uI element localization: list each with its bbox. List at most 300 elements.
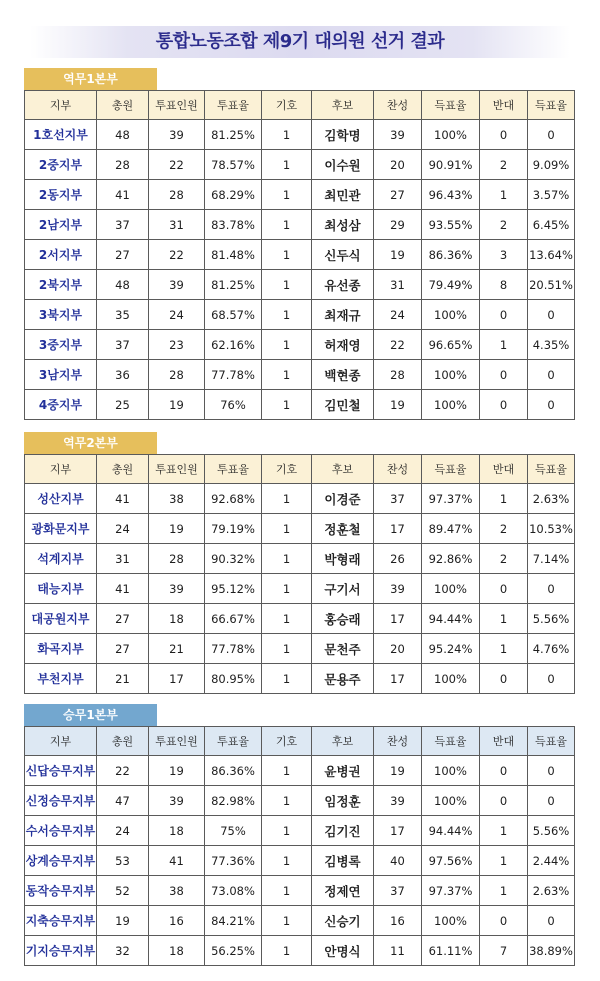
candidate-cell: 김학명 <box>312 120 374 150</box>
no-cell: 7 <box>480 936 528 966</box>
candidate-cell: 최민관 <box>312 180 374 210</box>
yes-cell: 11 <box>374 936 422 966</box>
column-header: 지부 <box>25 727 97 756</box>
no-cell: 0 <box>480 120 528 150</box>
candidate-cell: 안명식 <box>312 936 374 966</box>
table-row <box>25 240 575 270</box>
yes-rate-cell: 93.55% <box>422 210 480 240</box>
voters-cell: 19 <box>149 390 205 420</box>
branch-cell: 상계승무지부 <box>25 846 97 876</box>
branch-cell: 화곡지부 <box>25 634 97 664</box>
no-rate-cell: 2.63% <box>528 876 575 906</box>
branch-cell: 1호선지부 <box>25 120 97 150</box>
no-cell: 2 <box>480 514 528 544</box>
no-cell: 1 <box>480 604 528 634</box>
column-header: 기호 <box>262 91 312 120</box>
column-header: 후보 <box>312 727 374 756</box>
candidate-cell: 김민철 <box>312 390 374 420</box>
total-cell: 41 <box>97 484 149 514</box>
turnout-cell: 86.36% <box>205 756 262 786</box>
no-cell: 8 <box>480 270 528 300</box>
number-cell: 1 <box>262 484 312 514</box>
no-cell: 2 <box>480 210 528 240</box>
no-rate-cell: 0 <box>528 300 575 330</box>
no-cell: 0 <box>480 390 528 420</box>
table-row <box>25 906 575 936</box>
total-cell: 37 <box>97 330 149 360</box>
total-cell: 36 <box>97 360 149 390</box>
total-cell: 27 <box>97 604 149 634</box>
branch-cell: 3중지부 <box>25 330 97 360</box>
table-row <box>25 664 575 694</box>
total-cell: 48 <box>97 270 149 300</box>
number-cell: 1 <box>262 876 312 906</box>
table-row <box>25 604 575 634</box>
branch-cell: 신정승무지부 <box>25 786 97 816</box>
yes-cell: 31 <box>374 270 422 300</box>
table-row <box>25 390 575 420</box>
no-cell: 1 <box>480 330 528 360</box>
column-header: 찬성 <box>374 727 422 756</box>
voters-cell: 18 <box>149 604 205 634</box>
total-cell: 32 <box>97 936 149 966</box>
branch-cell: 부천지부 <box>25 664 97 694</box>
yes-cell: 19 <box>374 240 422 270</box>
branch-cell: 2서지부 <box>25 240 97 270</box>
column-header: 득표율 <box>528 455 575 484</box>
branch-cell: 2북지부 <box>25 270 97 300</box>
voters-cell: 18 <box>149 816 205 846</box>
voters-cell: 31 <box>149 210 205 240</box>
candidate-cell: 윤병권 <box>312 756 374 786</box>
column-header: 투표인원 <box>149 91 205 120</box>
no-rate-cell: 7.14% <box>528 544 575 574</box>
candidate-cell: 구기서 <box>312 574 374 604</box>
branch-cell: 동작승무지부 <box>25 876 97 906</box>
turnout-cell: 77.78% <box>205 360 262 390</box>
number-cell: 1 <box>262 604 312 634</box>
no-rate-cell: 2.44% <box>528 846 575 876</box>
yes-cell: 26 <box>374 544 422 574</box>
turnout-cell: 77.78% <box>205 634 262 664</box>
voters-cell: 39 <box>149 786 205 816</box>
table-row <box>25 300 575 330</box>
yes-rate-cell: 100% <box>422 574 480 604</box>
candidate-cell: 신두식 <box>312 240 374 270</box>
voters-cell: 41 <box>149 846 205 876</box>
header-row <box>25 91 575 120</box>
number-cell: 1 <box>262 150 312 180</box>
candidate-cell: 신승기 <box>312 906 374 936</box>
yes-cell: 22 <box>374 330 422 360</box>
column-header: 찬성 <box>374 455 422 484</box>
voters-cell: 19 <box>149 514 205 544</box>
voters-cell: 28 <box>149 360 205 390</box>
turnout-cell: 83.78% <box>205 210 262 240</box>
turnout-cell: 82.98% <box>205 786 262 816</box>
table-row <box>25 846 575 876</box>
voters-cell: 39 <box>149 120 205 150</box>
no-cell: 1 <box>480 816 528 846</box>
yes-rate-cell: 100% <box>422 664 480 694</box>
number-cell: 1 <box>262 360 312 390</box>
table-row <box>25 876 575 906</box>
no-rate-cell: 0 <box>528 664 575 694</box>
column-header: 반대 <box>480 91 528 120</box>
no-rate-cell: 4.76% <box>528 634 575 664</box>
candidate-cell: 백현종 <box>312 360 374 390</box>
yes-cell: 27 <box>374 180 422 210</box>
candidate-cell: 김병록 <box>312 846 374 876</box>
no-cell: 2 <box>480 544 528 574</box>
voters-cell: 17 <box>149 664 205 694</box>
voters-cell: 23 <box>149 330 205 360</box>
section-label: 승무1본부 <box>24 704 157 726</box>
column-header: 득표율 <box>528 91 575 120</box>
no-rate-cell: 5.56% <box>528 604 575 634</box>
total-cell: 28 <box>97 150 149 180</box>
no-cell: 0 <box>480 906 528 936</box>
header-row <box>25 727 575 756</box>
table-row <box>25 634 575 664</box>
no-cell: 1 <box>480 876 528 906</box>
column-header: 총원 <box>97 91 149 120</box>
total-cell: 52 <box>97 876 149 906</box>
title-banner <box>30 26 570 58</box>
no-rate-cell: 0 <box>528 906 575 936</box>
branch-cell: 신답승무지부 <box>25 756 97 786</box>
yes-cell: 17 <box>374 604 422 634</box>
yes-rate-cell: 96.43% <box>422 180 480 210</box>
yes-rate-cell: 100% <box>422 300 480 330</box>
candidate-cell: 문용주 <box>312 664 374 694</box>
column-header: 득표율 <box>422 455 480 484</box>
no-rate-cell: 10.53% <box>528 514 575 544</box>
total-cell: 25 <box>97 390 149 420</box>
total-cell: 22 <box>97 756 149 786</box>
yes-rate-cell: 95.24% <box>422 634 480 664</box>
section-label: 역무1본부 <box>24 68 157 90</box>
yes-cell: 28 <box>374 360 422 390</box>
voters-cell: 16 <box>149 906 205 936</box>
no-rate-cell: 0 <box>528 786 575 816</box>
voters-cell: 28 <box>149 544 205 574</box>
yes-rate-cell: 89.47% <box>422 514 480 544</box>
turnout-cell: 73.08% <box>205 876 262 906</box>
total-cell: 41 <box>97 180 149 210</box>
no-cell: 0 <box>480 786 528 816</box>
column-header: 지부 <box>25 455 97 484</box>
table-row <box>25 270 575 300</box>
yes-cell: 19 <box>374 390 422 420</box>
number-cell: 1 <box>262 390 312 420</box>
no-rate-cell: 3.57% <box>528 180 575 210</box>
candidate-cell: 최재규 <box>312 300 374 330</box>
yes-cell: 17 <box>374 514 422 544</box>
results-table <box>24 726 575 966</box>
branch-cell: 2남지부 <box>25 210 97 240</box>
turnout-cell: 68.57% <box>205 300 262 330</box>
no-cell: 0 <box>480 300 528 330</box>
yes-cell: 16 <box>374 906 422 936</box>
branch-cell: 기지승무지부 <box>25 936 97 966</box>
no-rate-cell: 5.56% <box>528 816 575 846</box>
candidate-cell: 유선종 <box>312 270 374 300</box>
candidate-cell: 정훈철 <box>312 514 374 544</box>
yes-cell: 37 <box>374 484 422 514</box>
no-rate-cell: 9.09% <box>528 150 575 180</box>
yes-rate-cell: 100% <box>422 786 480 816</box>
yes-rate-cell: 92.86% <box>422 544 480 574</box>
number-cell: 1 <box>262 574 312 604</box>
section-yeokmu2 <box>24 432 574 694</box>
column-header: 기호 <box>262 727 312 756</box>
column-header: 득표율 <box>528 727 575 756</box>
turnout-cell: 68.29% <box>205 180 262 210</box>
yes-rate-cell: 97.37% <box>422 876 480 906</box>
table-row <box>25 150 575 180</box>
column-header: 총원 <box>97 455 149 484</box>
yes-rate-cell: 100% <box>422 756 480 786</box>
voters-cell: 21 <box>149 634 205 664</box>
column-header: 후보 <box>312 91 374 120</box>
number-cell: 1 <box>262 634 312 664</box>
no-cell: 0 <box>480 756 528 786</box>
branch-cell: 2중지부 <box>25 150 97 180</box>
turnout-cell: 81.25% <box>205 270 262 300</box>
total-cell: 35 <box>97 300 149 330</box>
number-cell: 1 <box>262 240 312 270</box>
no-cell: 0 <box>480 664 528 694</box>
table-row <box>25 330 575 360</box>
turnout-cell: 75% <box>205 816 262 846</box>
yes-rate-cell: 90.91% <box>422 150 480 180</box>
no-rate-cell: 4.35% <box>528 330 575 360</box>
voters-cell: 38 <box>149 876 205 906</box>
total-cell: 41 <box>97 574 149 604</box>
voters-cell: 28 <box>149 180 205 210</box>
no-rate-cell: 0 <box>528 390 575 420</box>
no-rate-cell: 0 <box>528 756 575 786</box>
table-row <box>25 936 575 966</box>
column-header: 기호 <box>262 455 312 484</box>
yes-cell: 39 <box>374 120 422 150</box>
yes-rate-cell: 97.37% <box>422 484 480 514</box>
table-row <box>25 816 575 846</box>
no-rate-cell: 13.64% <box>528 240 575 270</box>
turnout-cell: 66.67% <box>205 604 262 634</box>
column-header: 투표율 <box>205 455 262 484</box>
column-header: 반대 <box>480 727 528 756</box>
turnout-cell: 90.32% <box>205 544 262 574</box>
no-cell: 1 <box>480 180 528 210</box>
no-rate-cell: 2.63% <box>528 484 575 514</box>
number-cell: 1 <box>262 300 312 330</box>
turnout-cell: 76% <box>205 390 262 420</box>
table-row <box>25 360 575 390</box>
yes-cell: 17 <box>374 664 422 694</box>
total-cell: 21 <box>97 664 149 694</box>
yes-rate-cell: 94.44% <box>422 604 480 634</box>
column-header: 총원 <box>97 727 149 756</box>
yes-rate-cell: 79.49% <box>422 270 480 300</box>
column-header: 후보 <box>312 455 374 484</box>
table-row <box>25 574 575 604</box>
candidate-cell: 김기진 <box>312 816 374 846</box>
turnout-cell: 56.25% <box>205 936 262 966</box>
yes-cell: 19 <box>374 756 422 786</box>
table-row <box>25 210 575 240</box>
candidate-cell: 임정훈 <box>312 786 374 816</box>
yes-cell: 39 <box>374 786 422 816</box>
branch-cell: 지축승무지부 <box>25 906 97 936</box>
number-cell: 1 <box>262 270 312 300</box>
yes-cell: 17 <box>374 816 422 846</box>
branch-cell: 수서승무지부 <box>25 816 97 846</box>
branch-cell: 3남지부 <box>25 360 97 390</box>
total-cell: 24 <box>97 514 149 544</box>
branch-cell: 대공원지부 <box>25 604 97 634</box>
candidate-cell: 문천주 <box>312 634 374 664</box>
voters-cell: 18 <box>149 936 205 966</box>
number-cell: 1 <box>262 786 312 816</box>
voters-cell: 19 <box>149 756 205 786</box>
voters-cell: 22 <box>149 150 205 180</box>
branch-cell: 성산지부 <box>25 484 97 514</box>
yes-rate-cell: 97.56% <box>422 846 480 876</box>
number-cell: 1 <box>262 756 312 786</box>
yes-cell: 20 <box>374 150 422 180</box>
no-rate-cell: 0 <box>528 360 575 390</box>
number-cell: 1 <box>262 330 312 360</box>
yes-rate-cell: 100% <box>422 906 480 936</box>
yes-rate-cell: 100% <box>422 390 480 420</box>
column-header: 투표인원 <box>149 727 205 756</box>
total-cell: 27 <box>97 634 149 664</box>
number-cell: 1 <box>262 936 312 966</box>
turnout-cell: 92.68% <box>205 484 262 514</box>
table-row <box>25 484 575 514</box>
candidate-cell: 이수원 <box>312 150 374 180</box>
column-header: 지부 <box>25 91 97 120</box>
voters-cell: 39 <box>149 270 205 300</box>
total-cell: 53 <box>97 846 149 876</box>
number-cell: 1 <box>262 210 312 240</box>
column-header: 득표율 <box>422 91 480 120</box>
results-table <box>24 454 575 694</box>
yes-rate-cell: 86.36% <box>422 240 480 270</box>
number-cell: 1 <box>262 906 312 936</box>
turnout-cell: 95.12% <box>205 574 262 604</box>
total-cell: 31 <box>97 544 149 574</box>
section-yeokmu1 <box>24 68 574 420</box>
no-cell: 3 <box>480 240 528 270</box>
candidate-cell: 정제연 <box>312 876 374 906</box>
candidate-cell: 허재영 <box>312 330 374 360</box>
no-cell: 2 <box>480 150 528 180</box>
yes-cell: 24 <box>374 300 422 330</box>
total-cell: 19 <box>97 906 149 936</box>
number-cell: 1 <box>262 514 312 544</box>
candidate-cell: 홍승래 <box>312 604 374 634</box>
table-row <box>25 544 575 574</box>
no-rate-cell: 0 <box>528 120 575 150</box>
yes-cell: 40 <box>374 846 422 876</box>
total-cell: 24 <box>97 816 149 846</box>
number-cell: 1 <box>262 120 312 150</box>
turnout-cell: 62.16% <box>205 330 262 360</box>
number-cell: 1 <box>262 544 312 574</box>
yes-cell: 29 <box>374 210 422 240</box>
voters-cell: 22 <box>149 240 205 270</box>
table-row <box>25 180 575 210</box>
candidate-cell: 최성삼 <box>312 210 374 240</box>
no-rate-cell: 38.89% <box>528 936 575 966</box>
branch-cell: 광화문지부 <box>25 514 97 544</box>
no-rate-cell: 0 <box>528 574 575 604</box>
results-table <box>24 90 575 420</box>
turnout-cell: 78.57% <box>205 150 262 180</box>
turnout-cell: 81.48% <box>205 240 262 270</box>
column-header: 찬성 <box>374 91 422 120</box>
turnout-cell: 77.36% <box>205 846 262 876</box>
total-cell: 37 <box>97 210 149 240</box>
branch-cell: 2동지부 <box>25 180 97 210</box>
table-row <box>25 514 575 544</box>
number-cell: 1 <box>262 816 312 846</box>
turnout-cell: 80.95% <box>205 664 262 694</box>
yes-cell: 37 <box>374 876 422 906</box>
yes-rate-cell: 100% <box>422 120 480 150</box>
no-cell: 0 <box>480 360 528 390</box>
total-cell: 48 <box>97 120 149 150</box>
number-cell: 1 <box>262 846 312 876</box>
section-label: 역무2본부 <box>24 432 157 454</box>
no-cell: 1 <box>480 846 528 876</box>
no-cell: 1 <box>480 484 528 514</box>
column-header: 반대 <box>480 455 528 484</box>
yes-rate-cell: 100% <box>422 360 480 390</box>
yes-rate-cell: 61.11% <box>422 936 480 966</box>
header-row <box>25 455 575 484</box>
number-cell: 1 <box>262 180 312 210</box>
no-cell: 0 <box>480 574 528 604</box>
total-cell: 27 <box>97 240 149 270</box>
yes-cell: 39 <box>374 574 422 604</box>
page-title: 통합노동조합 제9기 대의원 선거 결과 <box>155 31 445 52</box>
column-header: 투표율 <box>205 91 262 120</box>
yes-rate-cell: 96.65% <box>422 330 480 360</box>
branch-cell: 석계지부 <box>25 544 97 574</box>
table-row <box>25 786 575 816</box>
column-header: 득표율 <box>422 727 480 756</box>
candidate-cell: 박형래 <box>312 544 374 574</box>
turnout-cell: 79.19% <box>205 514 262 544</box>
table-row <box>25 756 575 786</box>
yes-cell: 20 <box>374 634 422 664</box>
yes-rate-cell: 94.44% <box>422 816 480 846</box>
table-row <box>25 120 575 150</box>
branch-cell: 3북지부 <box>25 300 97 330</box>
branch-cell: 태능지부 <box>25 574 97 604</box>
voters-cell: 24 <box>149 300 205 330</box>
candidate-cell: 이경준 <box>312 484 374 514</box>
column-header: 투표율 <box>205 727 262 756</box>
no-rate-cell: 20.51% <box>528 270 575 300</box>
voters-cell: 39 <box>149 574 205 604</box>
voters-cell: 38 <box>149 484 205 514</box>
column-header: 투표인원 <box>149 455 205 484</box>
